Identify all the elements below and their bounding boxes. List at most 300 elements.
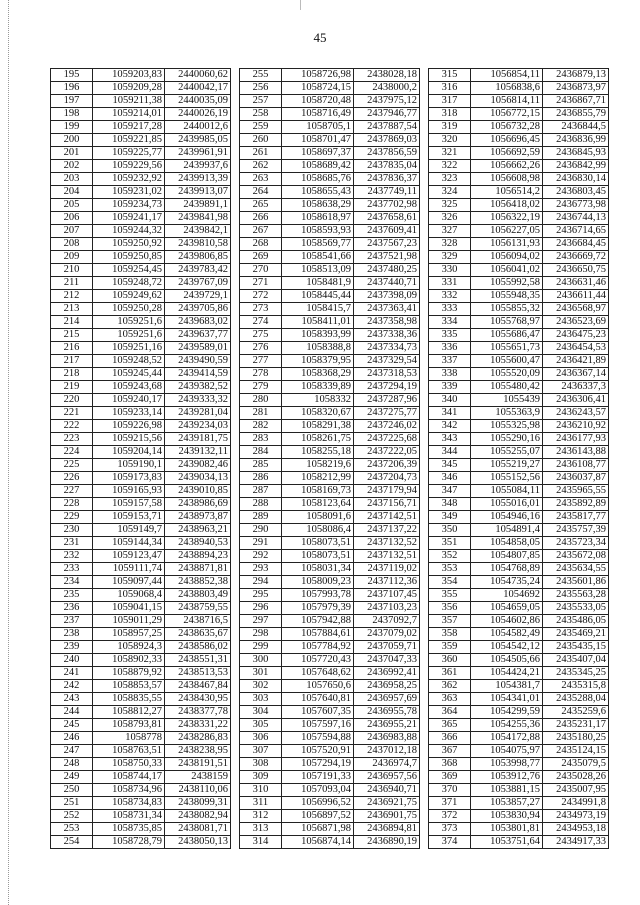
point-number-cell: 357 <box>429 615 471 628</box>
table-row <box>429 602 609 615</box>
point-number-cell: 272 <box>240 290 282 303</box>
x-coordinate-cell: 1059149,7 <box>93 524 165 537</box>
y-coordinate-cell: 2437112,36 <box>354 576 420 589</box>
table-row <box>429 225 609 238</box>
table-row <box>240 173 420 186</box>
table-row <box>240 693 420 706</box>
x-coordinate-cell: 1057597,16 <box>282 719 354 732</box>
y-coordinate-cell: 2436957,69 <box>354 693 420 706</box>
table-row <box>51 290 231 303</box>
y-coordinate-cell: 2437132,51 <box>354 550 420 563</box>
point-number-cell: 318 <box>429 108 471 121</box>
point-number-cell: 287 <box>240 485 282 498</box>
x-coordinate-cell: 1058481,9 <box>282 277 354 290</box>
point-number-cell: 197 <box>51 95 93 108</box>
y-coordinate-cell: 2438803,49 <box>165 589 231 602</box>
point-number-cell: 344 <box>429 446 471 459</box>
y-coordinate-cell: 2436367,14 <box>543 368 609 381</box>
table-row <box>51 511 231 524</box>
y-coordinate-cell: 2436306,41 <box>543 394 609 407</box>
table-row <box>429 173 609 186</box>
table-row <box>51 225 231 238</box>
table-row <box>51 758 231 771</box>
x-coordinate-cell: 1057884,61 <box>282 628 354 641</box>
table-row <box>240 212 420 225</box>
point-number-cell: 227 <box>51 485 93 498</box>
point-number-cell: 355 <box>429 589 471 602</box>
x-coordinate-cell: 1054172,88 <box>471 732 543 745</box>
point-number-cell: 325 <box>429 199 471 212</box>
table-row <box>51 602 231 615</box>
table-row <box>240 550 420 563</box>
y-coordinate-cell: 2436830,14 <box>543 173 609 186</box>
y-coordinate-cell: 2436631,46 <box>543 277 609 290</box>
table-row <box>51 446 231 459</box>
point-number-cell: 366 <box>429 732 471 745</box>
table-row <box>51 563 231 576</box>
y-coordinate-cell: 2437658,61 <box>354 212 420 225</box>
x-coordinate-cell: 1059254,45 <box>93 264 165 277</box>
point-number-cell: 311 <box>240 797 282 810</box>
y-coordinate-cell: 2437318,53 <box>354 368 420 381</box>
x-coordinate-cell: 1054299,59 <box>471 706 543 719</box>
table-row <box>240 511 420 524</box>
y-coordinate-cell: 2437156,71 <box>354 498 420 511</box>
table-row <box>429 420 609 433</box>
x-coordinate-cell: 1054424,21 <box>471 667 543 680</box>
y-coordinate-cell: 2436143,88 <box>543 446 609 459</box>
table-row <box>429 407 609 420</box>
table-row <box>429 290 609 303</box>
table-row <box>51 537 231 550</box>
table-row <box>240 836 420 849</box>
x-coordinate-cell: 1058793,81 <box>93 719 165 732</box>
y-coordinate-cell: 2434953,18 <box>543 823 609 836</box>
y-coordinate-cell: 2436714,65 <box>543 225 609 238</box>
table-row <box>429 498 609 511</box>
table-row <box>240 667 420 680</box>
table-row <box>429 771 609 784</box>
point-number-cell: 255 <box>240 69 282 82</box>
x-coordinate-cell: 1056692,59 <box>471 147 543 160</box>
table-row <box>51 238 231 251</box>
table-row <box>429 706 609 719</box>
x-coordinate-cell: 1055948,35 <box>471 290 543 303</box>
x-coordinate-cell: 1055152,56 <box>471 472 543 485</box>
x-coordinate-cell: 1056874,14 <box>282 836 354 849</box>
point-number-cell: 201 <box>51 147 93 160</box>
y-coordinate-cell: 2437222,05 <box>354 446 420 459</box>
point-number-cell: 356 <box>429 602 471 615</box>
point-number-cell: 226 <box>51 472 93 485</box>
table-row <box>429 797 609 810</box>
x-coordinate-cell: 1055992,58 <box>471 277 543 290</box>
y-coordinate-cell: 2436210,92 <box>543 420 609 433</box>
point-number-cell: 359 <box>429 641 471 654</box>
point-number-cell: 242 <box>51 680 93 693</box>
x-coordinate-cell: 1058513,09 <box>282 264 354 277</box>
point-number-cell: 206 <box>51 212 93 225</box>
table-row <box>240 251 420 264</box>
table-row <box>429 238 609 251</box>
x-coordinate-cell: 1057191,33 <box>282 771 354 784</box>
point-number-cell: 275 <box>240 329 282 342</box>
x-coordinate-cell: 1054542,12 <box>471 641 543 654</box>
y-coordinate-cell: 2436957,56 <box>354 771 420 784</box>
x-coordinate-cell: 1054381,7 <box>471 680 543 693</box>
x-coordinate-cell: 1056662,26 <box>471 160 543 173</box>
y-coordinate-cell: 2440042,17 <box>165 82 231 95</box>
y-coordinate-cell: 2438110,06 <box>165 784 231 797</box>
table-row <box>429 303 609 316</box>
x-coordinate-cell: 1058750,33 <box>93 758 165 771</box>
table-row <box>240 602 420 615</box>
y-coordinate-cell: 2436421,89 <box>543 355 609 368</box>
y-coordinate-cell: 2438028,18 <box>354 69 420 82</box>
x-coordinate-cell: 1054858,05 <box>471 537 543 550</box>
x-coordinate-cell: 1058763,51 <box>93 745 165 758</box>
point-number-cell: 213 <box>51 303 93 316</box>
table-row <box>51 316 231 329</box>
x-coordinate-cell: 1055016,01 <box>471 498 543 511</box>
table-row <box>240 225 420 238</box>
point-number-cell: 368 <box>429 758 471 771</box>
x-coordinate-cell: 1059250,92 <box>93 238 165 251</box>
point-number-cell: 277 <box>240 355 282 368</box>
point-number-cell: 367 <box>429 745 471 758</box>
x-coordinate-cell: 1058255,18 <box>282 446 354 459</box>
point-number-cell: 234 <box>51 576 93 589</box>
point-number-cell: 369 <box>429 771 471 784</box>
point-number-cell: 236 <box>51 602 93 615</box>
x-coordinate-cell: 1058697,37 <box>282 147 354 160</box>
point-number-cell: 354 <box>429 576 471 589</box>
table-row <box>429 69 609 82</box>
table-row <box>429 667 609 680</box>
x-coordinate-cell: 1059234,73 <box>93 199 165 212</box>
point-number-cell: 271 <box>240 277 282 290</box>
table-row <box>51 524 231 537</box>
point-number-cell: 297 <box>240 615 282 628</box>
x-coordinate-cell: 1058541,66 <box>282 251 354 264</box>
table-row <box>429 121 609 134</box>
x-coordinate-cell: 1058332 <box>282 394 354 407</box>
x-coordinate-cell: 1054768,89 <box>471 563 543 576</box>
point-number-cell: 260 <box>240 134 282 147</box>
y-coordinate-cell: 2438986,69 <box>165 498 231 511</box>
y-coordinate-cell: 2438586,02 <box>165 641 231 654</box>
x-coordinate-cell: 1058219,6 <box>282 459 354 472</box>
table-row <box>240 563 420 576</box>
table-row <box>429 160 609 173</box>
y-coordinate-cell: 2437567,23 <box>354 238 420 251</box>
y-coordinate-cell: 2439891,1 <box>165 199 231 212</box>
table-row <box>51 654 231 667</box>
point-number-cell: 327 <box>429 225 471 238</box>
y-coordinate-cell: 2436958,25 <box>354 680 420 693</box>
table-row <box>429 212 609 225</box>
x-coordinate-cell: 1058734,96 <box>93 784 165 797</box>
point-number-cell: 288 <box>240 498 282 511</box>
table-row <box>51 836 231 849</box>
table-row <box>240 186 420 199</box>
y-coordinate-cell: 2436523,69 <box>543 316 609 329</box>
table-row <box>51 433 231 446</box>
y-coordinate-cell: 2439985,05 <box>165 134 231 147</box>
y-coordinate-cell: 2437275,77 <box>354 407 420 420</box>
x-coordinate-cell: 1056732,28 <box>471 121 543 134</box>
point-number-cell: 296 <box>240 602 282 615</box>
point-number-cell: 284 <box>240 446 282 459</box>
x-coordinate-cell: 1059221,85 <box>93 134 165 147</box>
y-coordinate-cell: 2437142,51 <box>354 511 420 524</box>
x-coordinate-cell: 1059068,4 <box>93 589 165 602</box>
x-coordinate-cell: 1058638,29 <box>282 199 354 212</box>
point-number-cell: 274 <box>240 316 282 329</box>
point-number-cell: 259 <box>240 121 282 134</box>
y-coordinate-cell: 2435469,21 <box>543 628 609 641</box>
point-number-cell: 373 <box>429 823 471 836</box>
point-number-cell: 304 <box>240 706 282 719</box>
x-coordinate-cell: 1059144,34 <box>93 537 165 550</box>
x-coordinate-cell: 1059244,32 <box>93 225 165 238</box>
table-row <box>51 719 231 732</box>
y-coordinate-cell: 2438551,31 <box>165 654 231 667</box>
table-row <box>429 615 609 628</box>
point-number-cell: 293 <box>240 563 282 576</box>
point-number-cell: 211 <box>51 277 93 290</box>
x-coordinate-cell: 1058320,67 <box>282 407 354 420</box>
x-coordinate-cell: 1058716,49 <box>282 108 354 121</box>
point-number-cell: 320 <box>429 134 471 147</box>
table-row <box>429 186 609 199</box>
y-coordinate-cell: 2436901,75 <box>354 810 420 823</box>
y-coordinate-cell: 2437440,71 <box>354 277 420 290</box>
point-number-cell: 267 <box>240 225 282 238</box>
y-coordinate-cell: 2439010,85 <box>165 485 231 498</box>
table-row <box>240 238 420 251</box>
x-coordinate-cell: 1059190,1 <box>93 459 165 472</box>
point-number-cell: 303 <box>240 693 282 706</box>
table-row <box>240 719 420 732</box>
x-coordinate-cell: 1053801,81 <box>471 823 543 836</box>
x-coordinate-cell: 1058445,44 <box>282 290 354 303</box>
x-coordinate-cell: 1058778 <box>93 732 165 745</box>
y-coordinate-cell: 2437294,19 <box>354 381 420 394</box>
y-coordinate-cell: 2438716,5 <box>165 615 231 628</box>
point-number-cell: 254 <box>51 836 93 849</box>
x-coordinate-cell: 1058009,23 <box>282 576 354 589</box>
point-number-cell: 279 <box>240 381 282 394</box>
x-coordinate-cell: 1059217,28 <box>93 121 165 134</box>
table-row <box>240 147 420 160</box>
y-coordinate-cell: 2435007,95 <box>543 784 609 797</box>
point-number-cell: 330 <box>429 264 471 277</box>
x-coordinate-cell: 1058705,1 <box>282 121 354 134</box>
point-number-cell: 301 <box>240 667 282 680</box>
point-number-cell: 348 <box>429 498 471 511</box>
x-coordinate-cell: 1058593,93 <box>282 225 354 238</box>
x-coordinate-cell: 1057093,04 <box>282 784 354 797</box>
x-coordinate-cell: 1053857,27 <box>471 797 543 810</box>
x-coordinate-cell: 1057594,88 <box>282 732 354 745</box>
point-number-cell: 319 <box>429 121 471 134</box>
x-coordinate-cell: 1058853,57 <box>93 680 165 693</box>
y-coordinate-cell: 2437609,41 <box>354 225 420 238</box>
point-number-cell: 243 <box>51 693 93 706</box>
point-number-cell: 345 <box>429 459 471 472</box>
x-coordinate-cell: 1058655,43 <box>282 186 354 199</box>
table-row <box>429 654 609 667</box>
x-coordinate-cell: 1059229,56 <box>93 160 165 173</box>
point-number-cell: 262 <box>240 160 282 173</box>
table-row <box>240 797 420 810</box>
x-coordinate-cell: 1058735,85 <box>93 823 165 836</box>
point-number-cell: 316 <box>429 82 471 95</box>
y-coordinate-cell: 2439810,58 <box>165 238 231 251</box>
y-coordinate-cell: 2437975,12 <box>354 95 420 108</box>
y-coordinate-cell: 2436955,78 <box>354 706 420 719</box>
table-row <box>51 407 231 420</box>
y-coordinate-cell: 2437946,77 <box>354 108 420 121</box>
table-row <box>429 316 609 329</box>
table-row <box>240 680 420 693</box>
table-row <box>240 82 420 95</box>
y-coordinate-cell: 2437107,45 <box>354 589 420 602</box>
y-coordinate-cell: 2439783,42 <box>165 264 231 277</box>
point-number-cell: 349 <box>429 511 471 524</box>
x-coordinate-cell: 1058291,38 <box>282 420 354 433</box>
table-row <box>51 485 231 498</box>
x-coordinate-cell: 1053881,15 <box>471 784 543 797</box>
point-number-cell: 371 <box>429 797 471 810</box>
point-number-cell: 352 <box>429 550 471 563</box>
point-number-cell: 269 <box>240 251 282 264</box>
x-coordinate-cell: 1058388,8 <box>282 342 354 355</box>
y-coordinate-cell: 2436744,13 <box>543 212 609 225</box>
x-coordinate-cell: 1054255,36 <box>471 719 543 732</box>
table-row <box>240 264 420 277</box>
y-coordinate-cell: 2437179,94 <box>354 485 420 498</box>
table-row <box>240 485 420 498</box>
table-row <box>51 459 231 472</box>
y-coordinate-cell: 2435892,89 <box>543 498 609 511</box>
table-row <box>429 433 609 446</box>
y-coordinate-cell: 2435028,26 <box>543 771 609 784</box>
x-coordinate-cell: 1058720,48 <box>282 95 354 108</box>
point-number-cell: 339 <box>429 381 471 394</box>
x-coordinate-cell: 1058091,6 <box>282 511 354 524</box>
point-number-cell: 315 <box>429 69 471 82</box>
y-coordinate-cell: 2438940,53 <box>165 537 231 550</box>
y-coordinate-cell: 2437329,54 <box>354 355 420 368</box>
y-coordinate-cell: 2437204,73 <box>354 472 420 485</box>
point-number-cell: 215 <box>51 329 93 342</box>
point-number-cell: 224 <box>51 446 93 459</box>
y-coordinate-cell: 2436669,72 <box>543 251 609 264</box>
x-coordinate-cell: 1056996,52 <box>282 797 354 810</box>
point-number-cell: 221 <box>51 407 93 420</box>
table-row <box>240 537 420 550</box>
x-coordinate-cell: 1055084,11 <box>471 485 543 498</box>
point-number-cell: 276 <box>240 342 282 355</box>
y-coordinate-cell: 2438467,84 <box>165 680 231 693</box>
point-number-cell: 204 <box>51 186 93 199</box>
x-coordinate-cell: 1054505,66 <box>471 654 543 667</box>
x-coordinate-cell: 1059241,17 <box>93 212 165 225</box>
table-row <box>429 745 609 758</box>
y-coordinate-cell: 2437869,03 <box>354 134 420 147</box>
point-number-cell: 198 <box>51 108 93 121</box>
x-coordinate-cell: 1059226,98 <box>93 420 165 433</box>
table-row <box>240 823 420 836</box>
point-number-cell: 298 <box>240 628 282 641</box>
table-row <box>429 758 609 771</box>
y-coordinate-cell: 2434973,19 <box>543 810 609 823</box>
point-number-cell: 222 <box>51 420 93 433</box>
point-number-cell: 261 <box>240 147 282 160</box>
table-row <box>51 576 231 589</box>
y-coordinate-cell: 2436568,97 <box>543 303 609 316</box>
table-row <box>429 836 609 849</box>
y-coordinate-cell: 2438238,95 <box>165 745 231 758</box>
x-coordinate-cell: 1056897,52 <box>282 810 354 823</box>
table-row <box>51 147 231 160</box>
y-coordinate-cell: 2436873,97 <box>543 82 609 95</box>
y-coordinate-cell: 2437835,04 <box>354 160 420 173</box>
y-coordinate-cell: 2439842,1 <box>165 225 231 238</box>
x-coordinate-cell: 1059153,71 <box>93 511 165 524</box>
x-coordinate-cell: 1056131,93 <box>471 238 543 251</box>
point-number-cell: 196 <box>51 82 93 95</box>
table-row <box>429 524 609 537</box>
y-coordinate-cell: 2435345,25 <box>543 667 609 680</box>
table-row <box>429 693 609 706</box>
y-coordinate-cell: 2436955,21 <box>354 719 420 732</box>
y-coordinate-cell: 2436921,75 <box>354 797 420 810</box>
table-row <box>240 355 420 368</box>
y-coordinate-cell: 2439034,13 <box>165 472 231 485</box>
table-row <box>51 394 231 407</box>
x-coordinate-cell: 1058902,33 <box>93 654 165 667</box>
x-coordinate-cell: 1055686,47 <box>471 329 543 342</box>
x-coordinate-cell: 1058618,97 <box>282 212 354 225</box>
y-coordinate-cell: 2435486,05 <box>543 615 609 628</box>
y-coordinate-cell: 2435723,34 <box>543 537 609 550</box>
x-coordinate-cell: 1058689,42 <box>282 160 354 173</box>
point-number-cell: 235 <box>51 589 93 602</box>
table-row <box>240 368 420 381</box>
table-row <box>51 95 231 108</box>
x-coordinate-cell: 1056514,2 <box>471 186 543 199</box>
y-coordinate-cell: 2440026,19 <box>165 108 231 121</box>
point-number-cell: 248 <box>51 758 93 771</box>
point-number-cell: 338 <box>429 368 471 381</box>
point-number-cell: 247 <box>51 745 93 758</box>
y-coordinate-cell: 2435817,77 <box>543 511 609 524</box>
x-coordinate-cell: 1058393,99 <box>282 329 354 342</box>
x-coordinate-cell: 1058569,77 <box>282 238 354 251</box>
x-coordinate-cell: 1059225,77 <box>93 147 165 160</box>
table-row <box>429 810 609 823</box>
table-row <box>51 667 231 680</box>
point-number-cell: 335 <box>429 329 471 342</box>
y-coordinate-cell: 2436894,81 <box>354 823 420 836</box>
y-coordinate-cell: 2435231,17 <box>543 719 609 732</box>
x-coordinate-cell: 1057650,6 <box>282 680 354 693</box>
point-number-cell: 265 <box>240 199 282 212</box>
x-coordinate-cell: 1056041,02 <box>471 264 543 277</box>
